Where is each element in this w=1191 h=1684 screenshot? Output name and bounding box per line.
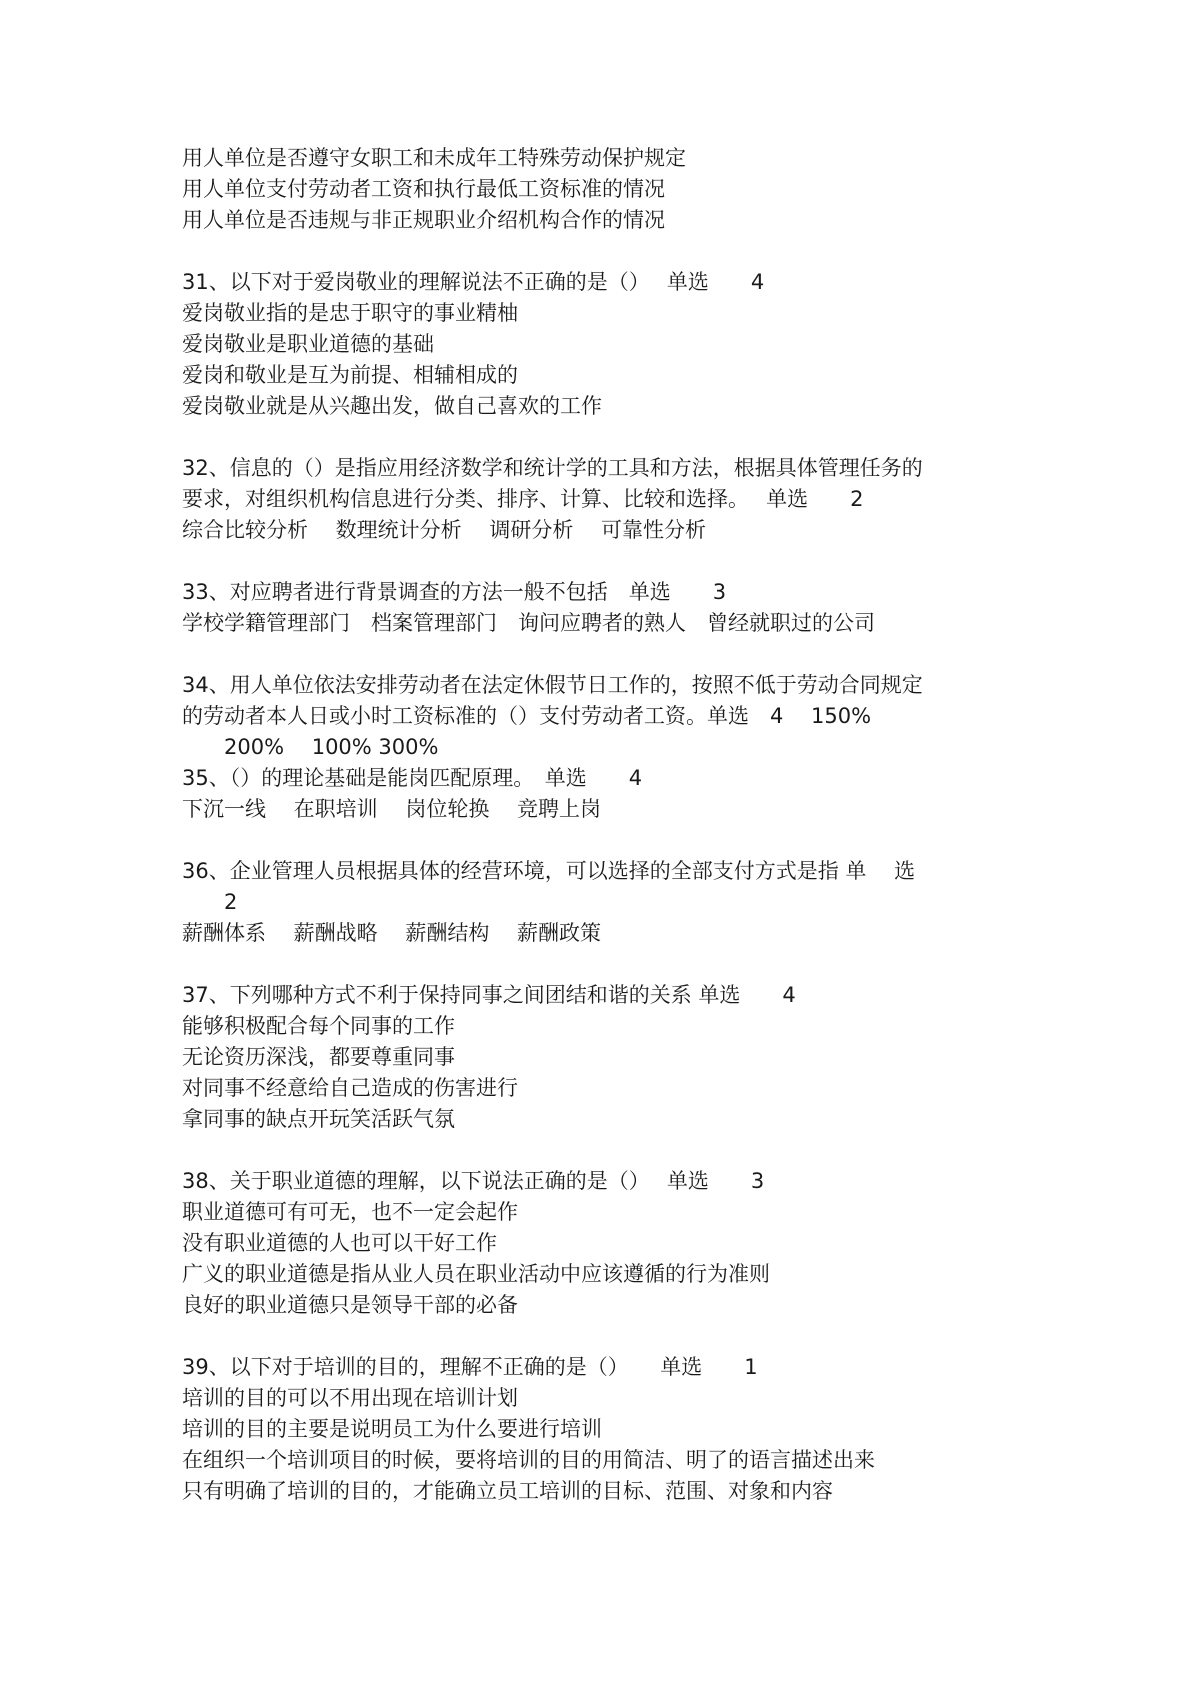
document-body [182, 143, 1042, 1507]
question-32-stem-line-2: 要求，对组织机构信息进行分类、排序、计算、比较和选择。 单选 2 [182, 487, 864, 511]
question-32 [182, 453, 1042, 546]
question-37-option-d: 拿同事的缺点开玩笑活跃气氛 [182, 1107, 455, 1131]
question-37-option-b: 无论资历深浅，都要尊重同事 [182, 1045, 455, 1069]
question-38-option-a: 职业道德可有可无，也不一定会起作 [182, 1200, 518, 1224]
spacer [182, 825, 1042, 856]
question-33-options: 学校学籍管理部门 档案管理部门 询问应聘者的熟人 曾经就职过的公司 [182, 611, 875, 635]
question-34-stem-line-1: 34、用人单位依法安排劳动者在法定休假节日工作的，按照不低于劳动合同规定 [182, 673, 923, 697]
spacer [182, 1321, 1042, 1352]
question-38-option-d: 良好的职业道德只是领导干部的必备 [182, 1293, 518, 1317]
question-34-options: 200% 100% 300% [224, 735, 439, 759]
spacer [182, 639, 1042, 670]
question-36-stem-line-1: 36、企业管理人员根据具体的经营环境，可以选择的全部支付方式是指 单 选 [182, 859, 916, 883]
question-35-options: 下沉一线 在职培训 岗位轮换 竞聘上岗 [182, 797, 602, 821]
question-31-stem: 31、以下对于爱岗敬业的理解说法不正确的是（） 单选 4 [182, 270, 765, 294]
spacer [182, 236, 1042, 267]
spacer [182, 546, 1042, 577]
question-34 [182, 670, 1042, 763]
question-39-option-d: 只有明确了培训的目的，才能确立员工培训的目标、范围、对象和内容 [182, 1479, 833, 1503]
question-34-stem-line-2: 的劳动者本人日或小时工资标准的（）支付劳动者工资。单选 4 150% [182, 704, 872, 728]
question-37-option-c: 对同事不经意给自己造成的伤害进行 [182, 1076, 518, 1100]
question-36-options: 薪酬体系 薪酬战略 薪酬结构 薪酬政策 [182, 921, 602, 945]
question-33 [182, 577, 1042, 639]
question-39-option-a: 培训的目的可以不用出现在培训计划 [182, 1386, 518, 1410]
question-37 [182, 980, 1042, 1135]
question-31-option-d: 爱岗敬业就是从兴趣出发，做自己喜欢的工作 [182, 394, 602, 418]
lead-options [182, 143, 1042, 236]
question-31 [182, 267, 1042, 422]
question-33-stem: 33、对应聘者进行背景调查的方法一般不包括 单选 3 [182, 580, 727, 604]
question-32-stem-line-1: 32、信息的（）是指应用经济数学和统计学的工具和方法，根据具体管理任务的 [182, 456, 923, 480]
question-36-answer: 2 [224, 890, 238, 914]
question-31-option-c: 爱岗和敬业是互为前提、相辅相成的 [182, 363, 518, 387]
question-37-option-a: 能够积极配合每个同事的工作 [182, 1014, 455, 1038]
question-38 [182, 1166, 1042, 1321]
lead-option-3: 用人单位是否违规与非正规职业介绍机构合作的情况 [182, 208, 665, 232]
question-36 [182, 856, 1042, 949]
question-39-stem: 39、以下对于培训的目的，理解不正确的是（） 单选 1 [182, 1355, 758, 1379]
spacer [182, 949, 1042, 980]
question-39-option-c: 在组织一个培训项目的时候，要将培训的目的用简洁、明了的语言描述出来 [182, 1448, 875, 1472]
spacer [182, 1135, 1042, 1166]
question-35 [182, 763, 1042, 825]
question-37-stem: 37、下列哪种方式不利于保持同事之间团结和谐的关系 单选 4 [182, 983, 796, 1007]
question-38-stem: 38、关于职业道德的理解，以下说法正确的是（） 单选 3 [182, 1169, 765, 1193]
question-38-option-c: 广义的职业道德是指从业人员在职业活动中应该遵循的行为准则 [182, 1262, 770, 1286]
question-39-option-b: 培训的目的主要是说明员工为什么要进行培训 [182, 1417, 602, 1441]
question-31-option-a: 爱岗敬业指的是忠于职守的事业精柚 [182, 301, 518, 325]
question-39 [182, 1352, 1042, 1507]
question-32-options: 综合比较分析 数理统计分析 调研分析 可靠性分析 [182, 518, 707, 542]
lead-option-1: 用人单位是否遵守女职工和未成年工特殊劳动保护规定 [182, 146, 686, 170]
question-38-option-b: 没有职业道德的人也可以干好工作 [182, 1231, 497, 1255]
spacer [182, 422, 1042, 453]
question-31-option-b: 爱岗敬业是职业道德的基础 [182, 332, 434, 356]
question-35-stem: 35、（）的理论基础是能岗匹配原理。 单选 4 [182, 766, 643, 790]
lead-option-2: 用人单位支付劳动者工资和执行最低工资标准的情况 [182, 177, 665, 201]
